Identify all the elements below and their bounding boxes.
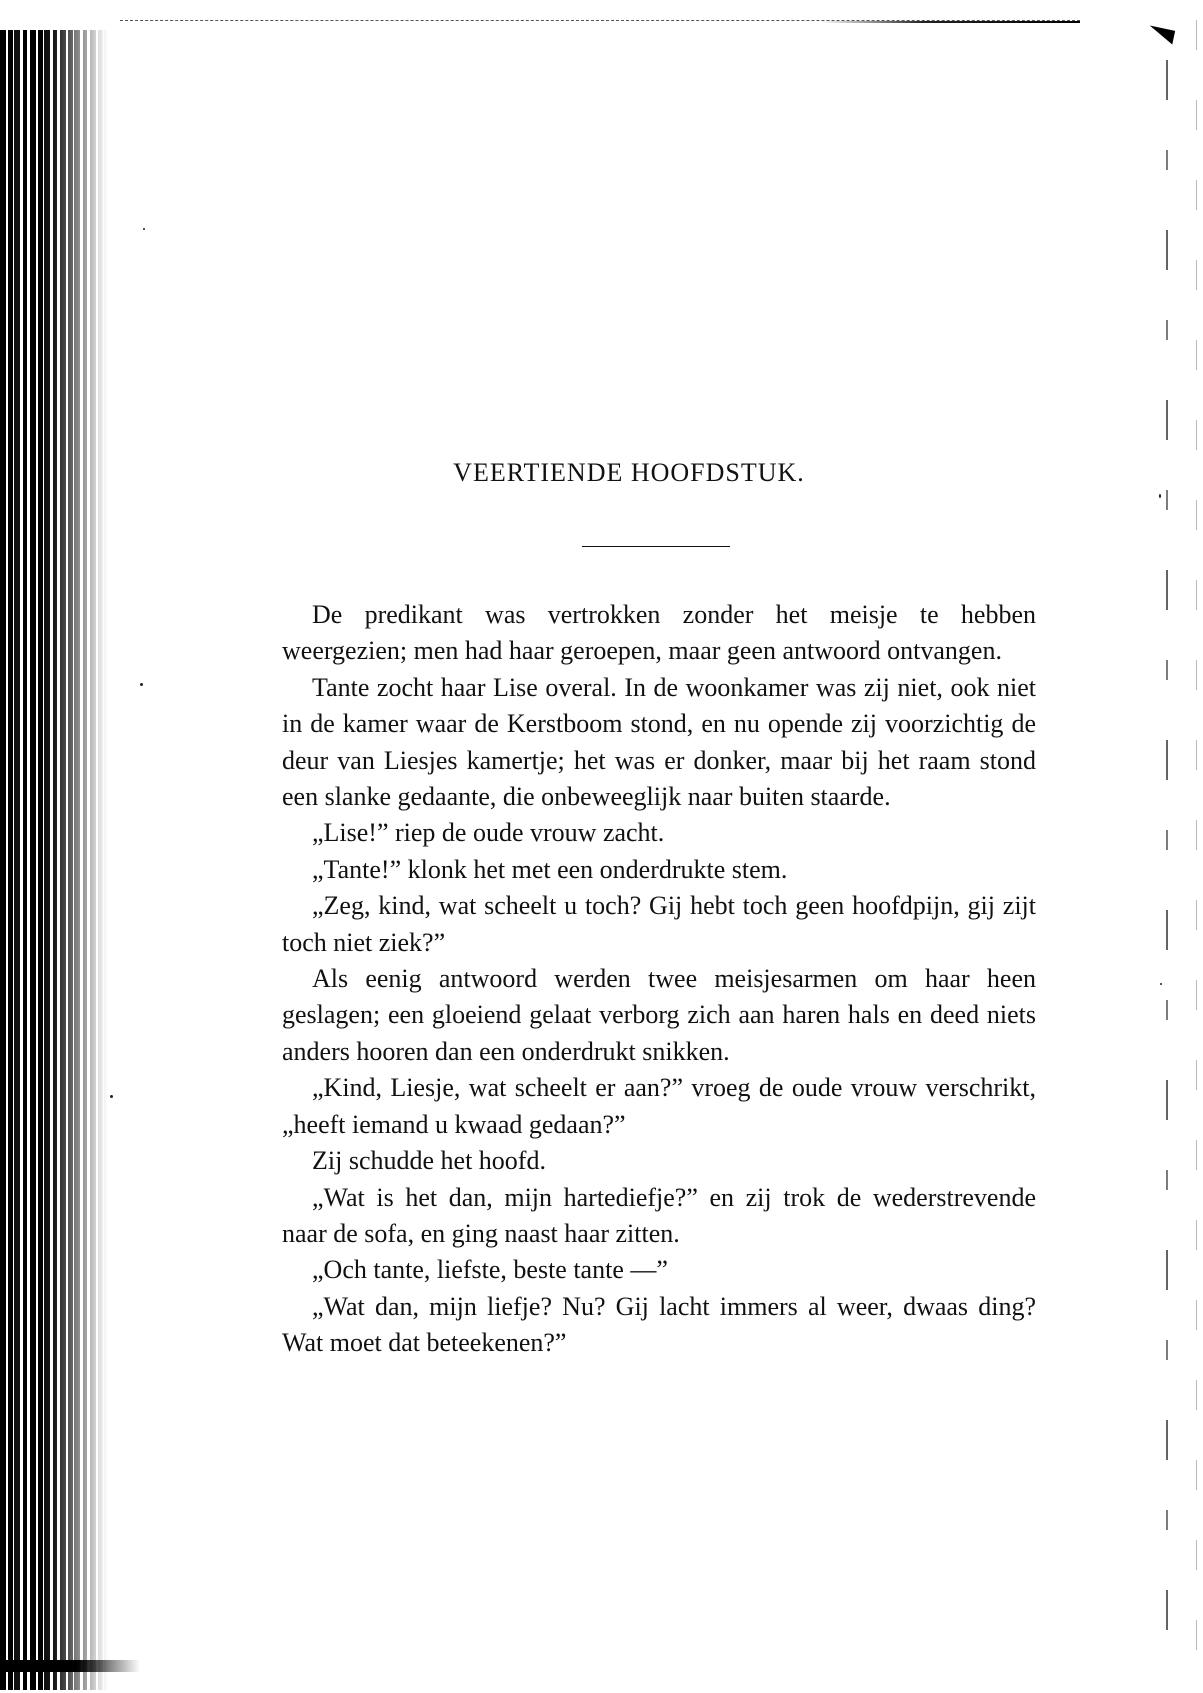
right-outer-edge bbox=[1196, 20, 1197, 1680]
paragraph: „Tante!” klonk het met een onderdrukte stem. bbox=[312, 854, 788, 884]
paragraph: „Och tante, liefste, beste tante —” bbox=[312, 1255, 668, 1285]
top-right-scan-edge bbox=[820, 21, 1080, 23]
scan-speck bbox=[140, 683, 143, 686]
title-divider bbox=[582, 546, 730, 547]
scan-speck bbox=[110, 1095, 113, 1098]
paragraph: Tante zocht haar Lise overal. In de woonkamer was zij niet, ook niet in de kamer waar de Kerstboom stond, en nu opende zij voorzichtig de deur van Liesjes kamertje; het was er donker, maar bij het raam stond een slanke gedaante, die onbeweeglijk naar buiten staarde. bbox=[282, 672, 1036, 812]
body-text bbox=[282, 597, 1036, 1362]
book-spine-shadow bbox=[0, 30, 108, 1690]
paragraph: „Zeg, kind, wat scheelt u toch? Gij hebt toch geen hoofdpijn, gij zijt toch niet ziek?” bbox=[282, 891, 1036, 957]
corner-scan-mark bbox=[1147, 25, 1175, 44]
paragraph: „Wat dan, mijn liefje? Nu? Gij lacht immers al weer, dwaas ding? Wat moet dat beteekenen?” bbox=[282, 1291, 1036, 1358]
scan-speck bbox=[143, 228, 145, 230]
paragraph: „Kind, Liesje, wat scheelt er aan?” vroeg de oude vrouw verschrikt, „heeft iemand u kwaad gedaan?” bbox=[282, 1073, 1036, 1139]
scan-speck bbox=[1159, 494, 1161, 498]
scan-speck bbox=[1160, 983, 1162, 985]
paragraph: Zij schudde het hoofd. bbox=[312, 1146, 546, 1176]
chapter-title: VEERTIENDE HOOFDSTUK. bbox=[453, 458, 805, 487]
paragraph: Als eenig antwoord werden twee meisjesarmen om haar heen geslagen; een gloeiend gelaat verborg zich aan haren hals en deed niets anders hooren dan een onderdrukt snikken. bbox=[282, 964, 1036, 1066]
right-page-edge bbox=[1166, 60, 1168, 1660]
spine-bottom-edge bbox=[0, 1660, 140, 1672]
paragraph: De predikant was vertrokken zonder het meisje te hebben weergezien; men had haar geroepen, maar geen antwoord ontvangen. bbox=[282, 600, 1036, 666]
paragraph: „Lise!” riep de oude vrouw zacht. bbox=[312, 818, 665, 848]
paragraph: „Wat is het dan, mijn hartediefje?” en zij trok de wederstrevende naar de sofa, en ging naast haar zitten. bbox=[282, 1182, 1036, 1248]
